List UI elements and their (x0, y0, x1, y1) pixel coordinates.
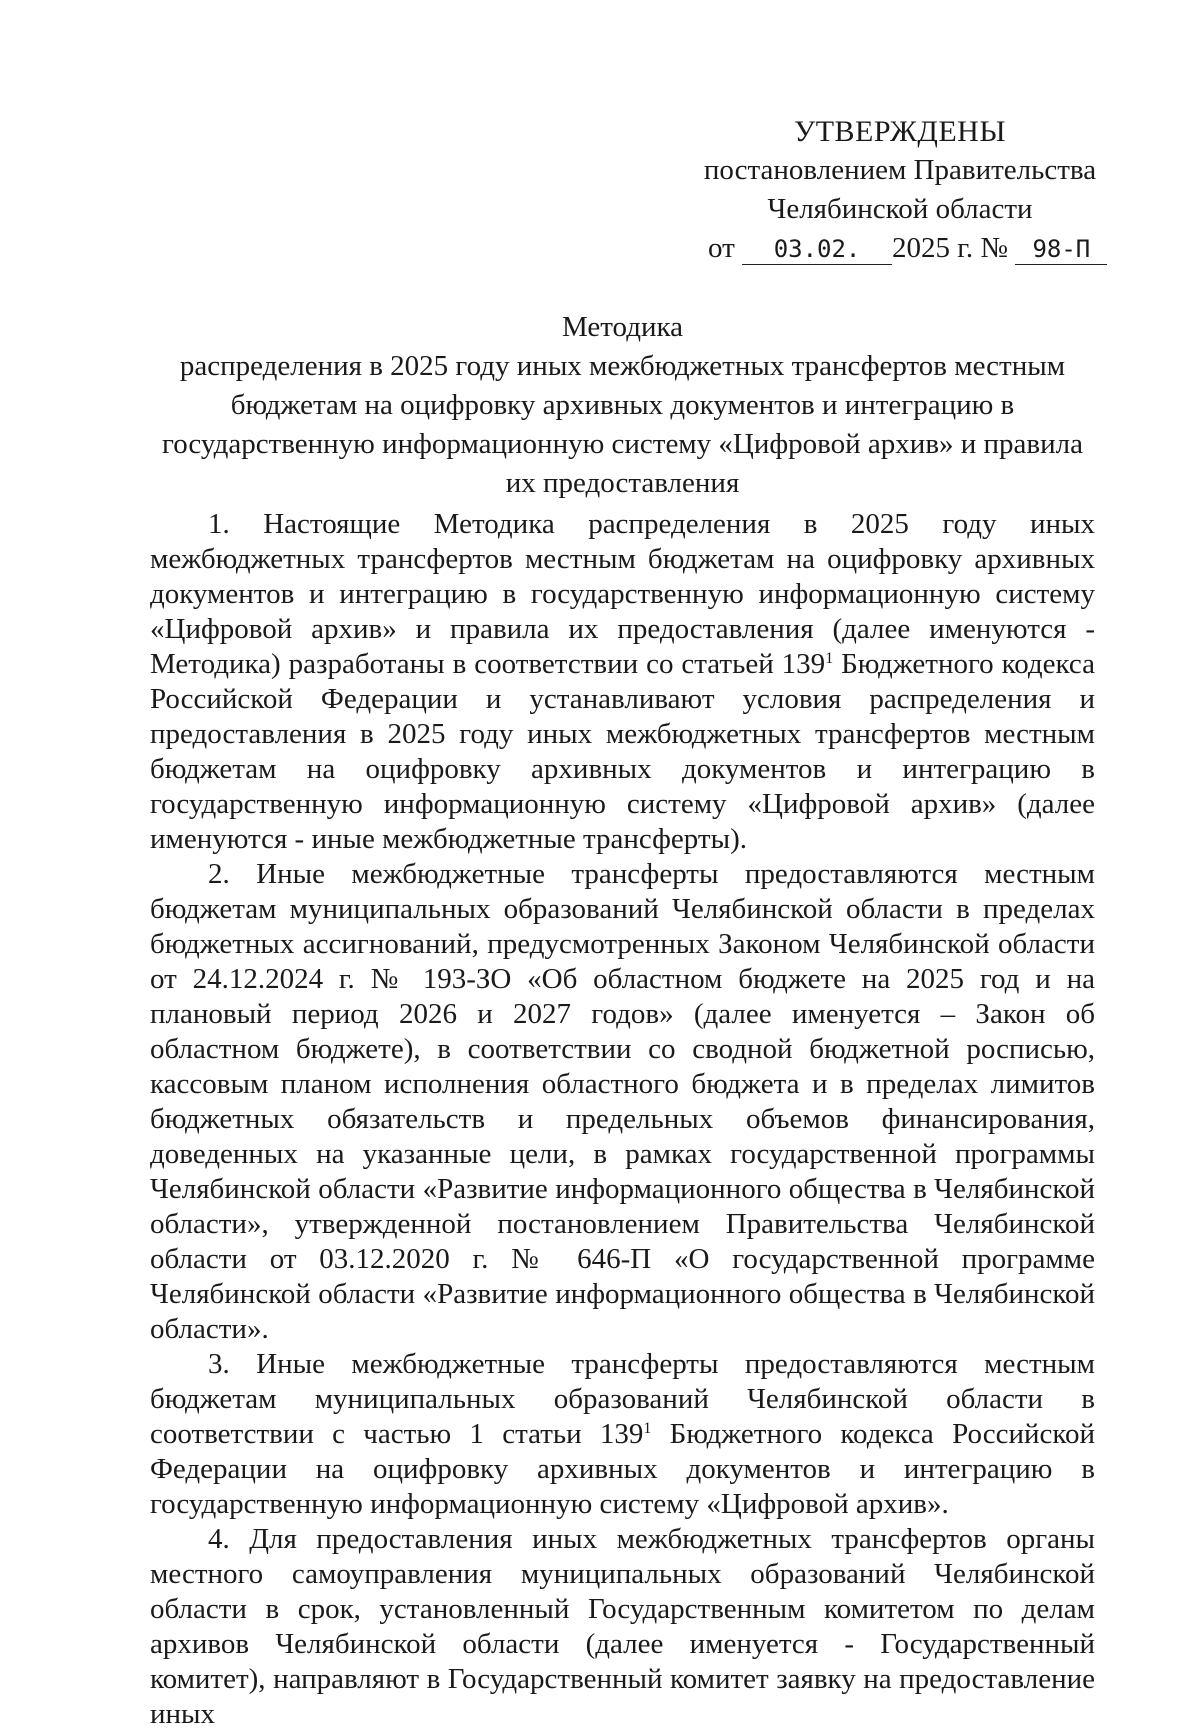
document-title-block (150, 308, 1095, 503)
paragraph-1-text-b: Бюджетного кодекса Российской Федерации и устанавливают условия распределения и предоставления в 2025 году иных межбюджетных трансфертов местным бюджетам на оцифровку архивных документов и интеграцию в государственную информационную систему «Цифровой архив» (далее именуются - иные межбюджетные трансферты). (150, 648, 1095, 855)
approval-number-field: 98-П (1015, 234, 1107, 265)
approval-line-region: Челябинской области (767, 193, 1033, 225)
approval-stamp-block (690, 112, 1110, 268)
paragraph-2: 2. Иные межбюджетные трансферты предоставляются местным бюджетам муниципальных образований Челябинской области в пределах бюджетных ассигнований, предусмотренных Законом Челябинской области от 24.12.2024 г. № 193-ЗО «Об областном бюджете на 2025 год и на плановый период 2026 и 2027 годов» (далее именуется – Закон об областном бюджете), в соответствии со сводной бюджетной росписью, кассовым планом исполнения областного бюджета и в пределах лимитов бюджетных обязательств и предельных объемов финансирования, доведенных на указанные цели, в рамках государственной программы Челябинской области «Развитие информационного общества в Челябинской области», утвержденной постановлением Правительства Челябинской области от 03.12.2020 г. № 646-П «О государственной программе Челябинской области «Развитие информационного общества в Челябинской области». (150, 858, 1095, 1345)
approval-year-text: 2025 г. № (892, 232, 1009, 264)
document-heading: Методика (561, 311, 684, 343)
paragraph-1-superscript: 1 (825, 650, 834, 667)
document-subtitle: распределения в 2025 году иных межбюджетных трансфертов местным бюджетам на оцифровку архивных документов и интеграцию в государственную информационную систему «Цифровой архив» и правила их предоставления (162, 350, 1083, 499)
paragraph-3 (150, 1347, 1095, 1522)
paragraph-4: 4. Для предоставления иных межбюджетных трансфертов органы местного самоуправления муниципальных образований Челябинской области в срок, установленный Государственным комитетом по делам архивов Челябинской области (далее именуется - Государственный комитет), направляют в Государственный комитет заявку на предоставление иных (150, 1523, 1095, 1730)
paragraph-1 (150, 507, 1095, 857)
approval-from-prefix: от (708, 232, 735, 264)
approval-line-resolution: постановлением Правительства (703, 154, 1097, 186)
approval-date-field: 03.02. (742, 234, 892, 265)
document-body (150, 507, 1095, 1732)
paragraph-1-text-a: 1. Настоящие Методика распределения в 2025 году иных межбюджетных трансфертов местным бюджетам на оцифровку архивных документов и интеграцию в государственную информационную систему «Цифровой архив» и правила их предоставления (далее именуются - Методика) разработаны в соответствии со статьей 139 (150, 508, 1095, 680)
paragraph-3-text-a: 3. Иные межбюджетные трансферты предоставляются местным бюджетам муниципальных образований Челябинской области в соответствии с частью 1 статьи 139 (150, 1348, 1095, 1450)
approval-dateline (690, 229, 1110, 268)
paragraph-3-superscript: 1 (643, 1420, 652, 1437)
paragraph-3-text-b: Бюджетного кодекса Российской Федерации на оцифровку архивных документов и интеграцию в государственную информационную систему «Цифровой архив». (150, 1418, 1095, 1520)
approval-heading: УТВЕРЖДЕНЫ (793, 115, 1007, 148)
